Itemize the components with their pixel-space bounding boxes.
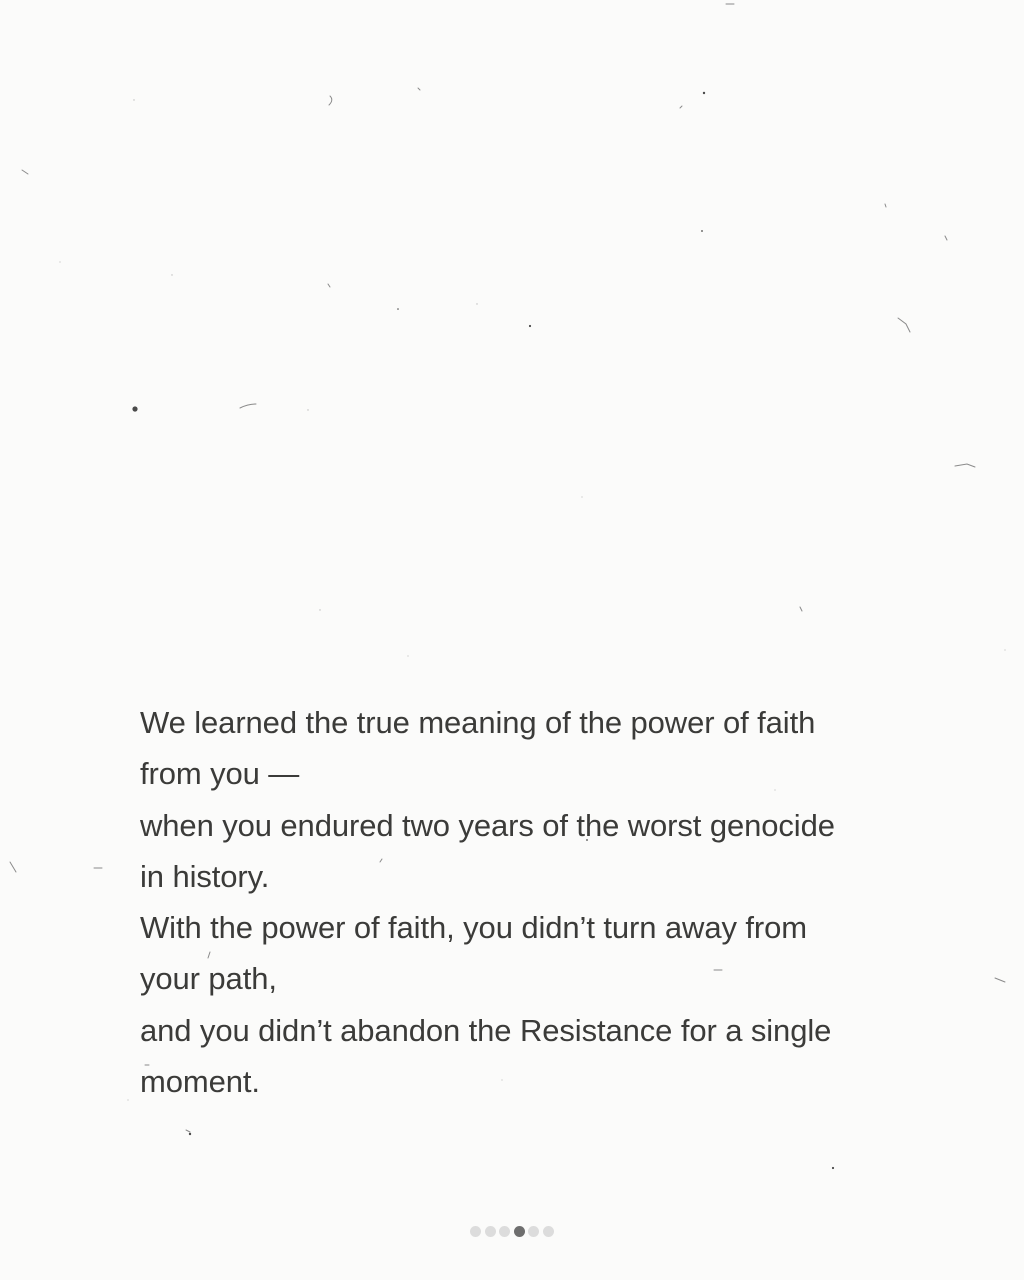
slide-text-line: your path, (140, 961, 277, 997)
pagination-dot[interactable] (485, 1226, 496, 1237)
pagination-dot[interactable] (543, 1226, 554, 1237)
slide-text-line: We learned the true meaning of the power of faith (140, 705, 816, 740)
pagination-dot[interactable] (528, 1226, 539, 1237)
slide-text-line: moment. (140, 1064, 260, 1100)
pagination-dot-active[interactable] (514, 1226, 525, 1237)
slide-text-line: when you endured two years of the worst genocide (140, 807, 835, 843)
pagination-dot[interactable] (499, 1226, 510, 1237)
carousel-pagination (0, 1224, 1024, 1238)
pagination-dot[interactable] (470, 1226, 481, 1237)
slide-text (140, 697, 960, 1107)
slide-text-line: and you didn’t abandon the Resistance for a single (140, 1012, 832, 1048)
slide-text-line: from you — (140, 756, 300, 792)
slide-text-line: With the power of faith, you didn’t turn away from (140, 910, 807, 946)
slide-text-line: in history. (140, 858, 270, 894)
